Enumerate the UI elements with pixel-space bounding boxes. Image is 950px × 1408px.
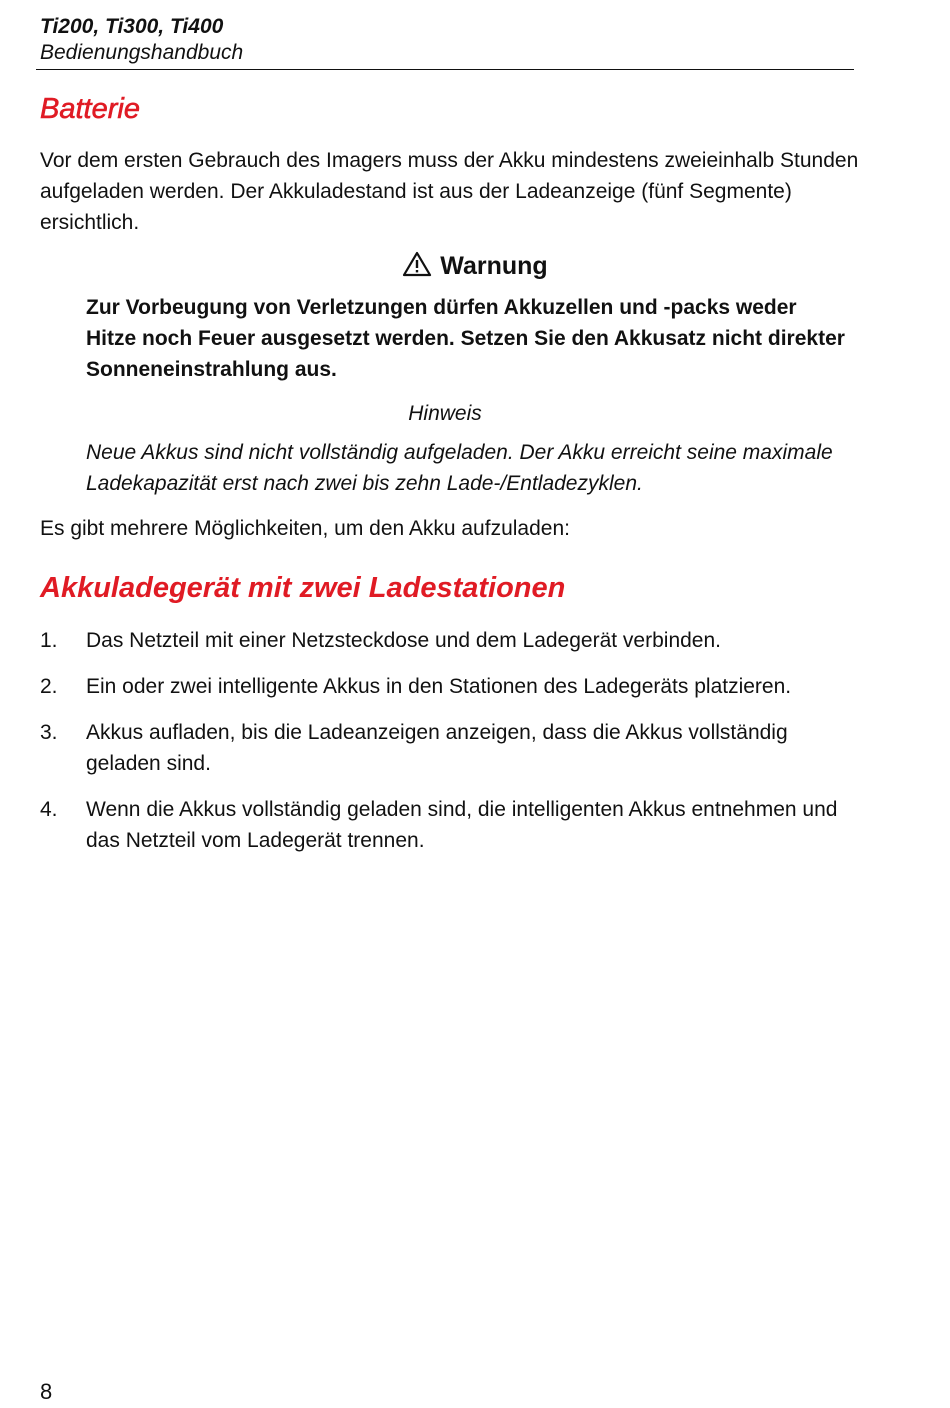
warning-text: Zur Vorbeugung von Verletzungen dürfen Akkuzellen und -packs weder Hitze noch Feuer ausgesetzt werden. Setzen Sie den Akkusatz nicht direkter Sonneneinstrahlung aus. [86, 296, 845, 381]
note-heading: Hinweis [408, 402, 482, 425]
warning-heading [0, 250, 950, 282]
step-number: 2. [40, 675, 58, 698]
list-item [40, 794, 860, 856]
header-divider [36, 69, 854, 70]
note-text: Neue Akkus sind nicht vollständig aufgeladen. Der Akku erreicht seine maximale Ladekapazität erst nach zwei bis zehn Lade-/Entladezyklen. [86, 441, 833, 495]
step-text: Wenn die Akkus vollständig geladen sind, die intelligenten Akkus entnehmen und das Netzteil vom Ladegerät trennen. [86, 798, 838, 852]
charging-steps-list [40, 625, 860, 871]
list-item [40, 625, 860, 656]
section-title: Batterie [40, 93, 140, 125]
warning-heading-label: Warnung [440, 252, 548, 280]
list-item [40, 717, 860, 779]
options-paragraph: Es gibt mehrere Möglichkeiten, um den Akku aufzuladen: [40, 517, 570, 540]
step-number: 3. [40, 721, 58, 744]
intro-paragraph: Vor dem ersten Gebrauch des Imagers muss der Akku mindestens zweieinhalb Stunden aufgeladen werden. Der Akkuladestand ist aus der Ladeanzeige (fünf Segmente) ersichtlich. [40, 149, 859, 234]
step-number: 1. [40, 629, 58, 652]
step-text: Akkus aufladen, bis die Ladeanzeigen anzeigen, dass die Akkus vollständig geladen sind. [86, 721, 788, 775]
step-text: Ein oder zwei intelligente Akkus in den Stationen des Ladegeräts platzieren. [86, 675, 792, 698]
page-number: 8 [40, 1379, 53, 1404]
warning-triangle-icon [402, 251, 432, 277]
header-model: Ti200, Ti300, Ti400 [40, 15, 224, 38]
header-subtitle: Bedienungshandbuch [40, 41, 244, 64]
list-item [40, 671, 860, 702]
subsection-title: Akkuladegerät mit zwei Ladestationen [40, 572, 566, 604]
step-text: Das Netzteil mit einer Netzsteckdose und dem Ladegerät verbinden. [86, 629, 722, 652]
page-header [40, 14, 854, 66]
step-number: 4. [40, 798, 58, 821]
